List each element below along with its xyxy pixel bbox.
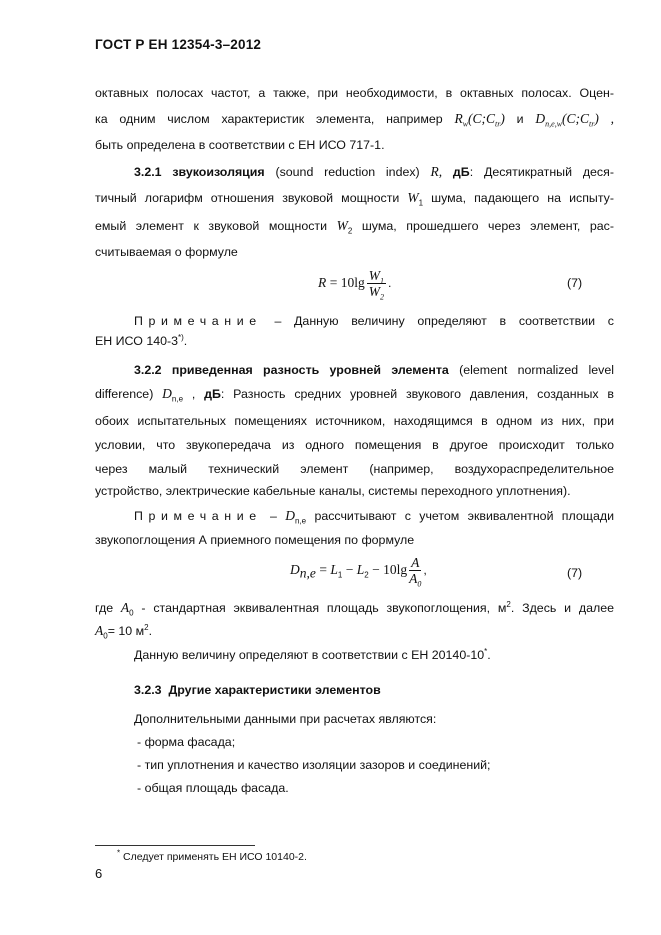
- text-line: Дополнительными данными при расчетах являются:: [134, 712, 437, 726]
- note-line: Примечание – $D_{n,e}$ рассчитывают с учетом эквивалентной площади: [134, 508, 615, 526]
- text-line: через малый технический элемент (например, воздухораспределительное: [95, 462, 614, 476]
- section-3-2-3-heading: 3.2.3 Другие характеристики элементов: [134, 683, 381, 697]
- text-line: Данную величину определяют в соответствии с ЕН 20140-10*.: [134, 646, 491, 662]
- text-line: считываемая о формуле: [95, 245, 238, 259]
- equation-number: (7): [567, 276, 583, 290]
- text-line: ка одним числом характеристик элемента, например $R_w(C;C_{tr})$ и $D_{n,e,w}(C;C_{tr})$ ,: [95, 111, 614, 129]
- text-line: быть определена в соответствии с ЕН ИСО 717-1.: [95, 138, 385, 152]
- formula-dnew: $D_{n,e,w}(C;C_{tr})$ ,: [535, 111, 614, 129]
- section-3-2-1-heading: 3.2.1 звукоизоляция (sound reduction index) R, дБ: Десятикратный деся-: [134, 164, 614, 179]
- text-line: устройство, электрические кабельные каналы, системы переходного уплотнения).: [95, 484, 571, 498]
- list-item: - тип уплотнения и качество изоляции зазоров и соединений;: [137, 758, 491, 772]
- footnote: * Следует применять ЕН ИСО 10140-2.: [117, 848, 307, 863]
- note-line: ЕН ИСО 140-3*).: [95, 332, 188, 348]
- note-line: Примечание – Данную величину определяют в соответствии с: [134, 314, 615, 328]
- text-line: difference) $D_{n,e}$ , дБ: Разность средних уровней звукового давления, созданных в: [95, 386, 614, 404]
- list-item: - форма фасада;: [137, 735, 236, 749]
- page-number: 6: [95, 866, 103, 881]
- formula-rw: $R_w(C;C_{tr})$: [454, 111, 505, 129]
- list-item: - общая площадь фасада.: [137, 781, 289, 795]
- equation-number: (7): [567, 566, 583, 580]
- text-line: емый элемент к звуковой мощности $W_2$ шума, прошедшего через элемент, рас-: [95, 218, 614, 236]
- equation-7-r: R = 10lg $\frac{W_1}{W_2}$ .: [318, 268, 392, 302]
- page-header: ГОСТ Р ЕН 12354-3–2012: [95, 37, 262, 52]
- note-line: звукопоглощения А приемного помещения по формуле: [95, 533, 415, 547]
- text-line: где $A_0$ - стандартная эквивалентная площадь звукопоглощения, $м^2$. Здесь и далее: [95, 599, 614, 618]
- text-line: обоих испытательных помещениях источником, находящимся в одном из них, при: [95, 414, 614, 428]
- section-3-2-2-heading: 3.2.2 приведенная разность уровней элемента (element normalized level: [134, 363, 614, 377]
- text-line: $A_0= 10$ $м^2$.: [95, 622, 153, 641]
- text-line: октавных полосах частот, а также, при необходимости, в октавных полосах. Оцен-: [95, 86, 614, 100]
- text-line: условии, что звукопередача из одного помещения в другое происходит только: [95, 438, 614, 452]
- text-line: тичный логарифм отношения звуковой мощности $W_1$ шума, падающего на испыту-: [95, 190, 614, 208]
- footnote-divider: [95, 845, 255, 846]
- equation-7-dne: $D_{n,e} = L_1 - L_2 - 10\lg$ $\frac{A}{A_0}$ ,: [290, 555, 427, 589]
